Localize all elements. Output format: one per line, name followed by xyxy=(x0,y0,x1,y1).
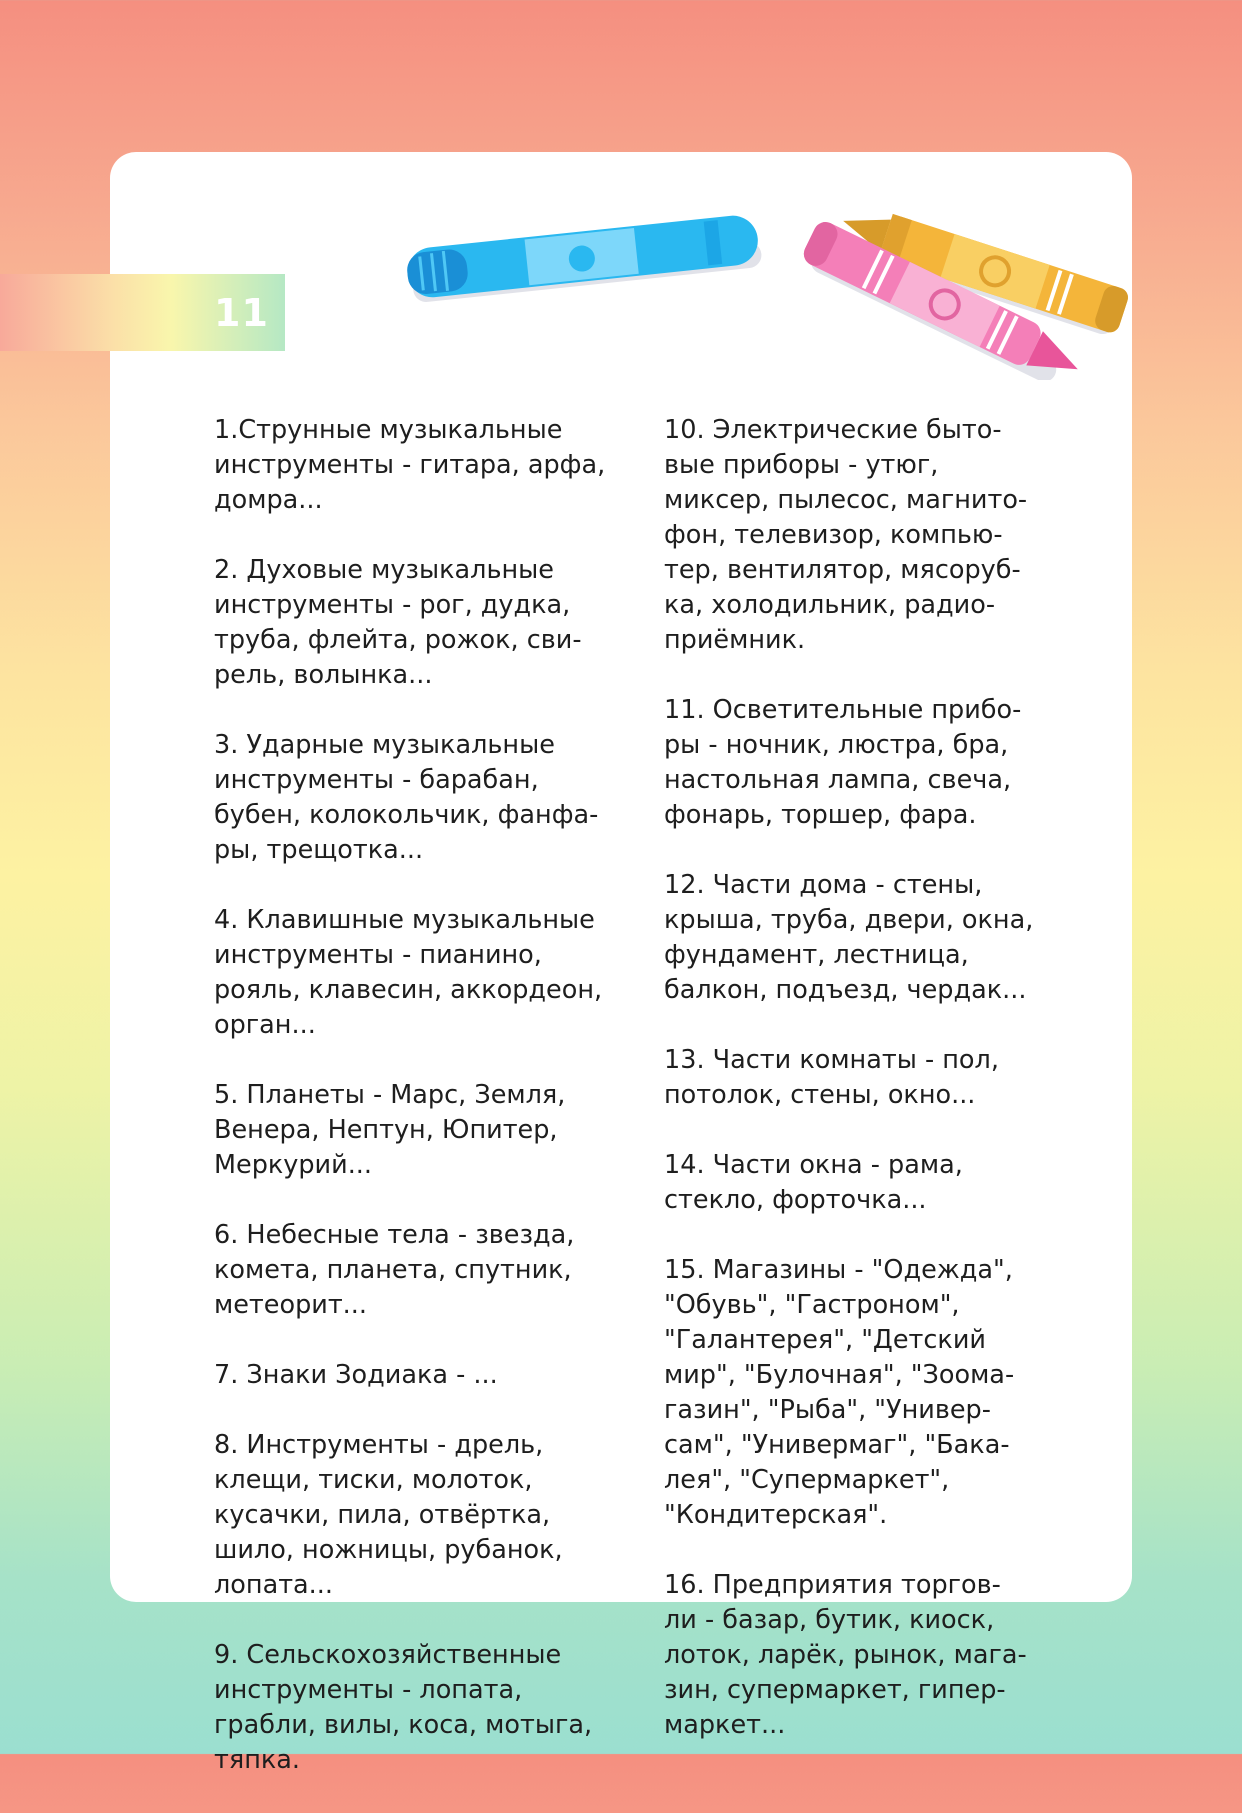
list-item-3: 3. Ударные музыкальные инструменты - барабан, бубен, колокольчик, фанфа- ры, трещотка... xyxy=(214,730,599,865)
blue-crayon-icon xyxy=(405,213,763,304)
crayons-illustration xyxy=(390,190,1190,380)
list-item-9: 9. Сельскохозяйственные инструменты - лопата, грабли, вилы, коса, мотыга, тяпка. xyxy=(214,1640,593,1775)
list-item-2: 2. Духовые музыкальные инструменты - рог, дудка, труба, флейта, рожок, сви- рель, волынка... xyxy=(214,555,582,690)
list-item-10: 10. Электрические быто- вые приборы - утюг, миксер, пылесос, магнито- фон, телевизор, компью- тер, вентилятор, мясоруб- ка, холодильник, радио- приёмник. xyxy=(664,415,1028,655)
list-item-1: 1.Струнные музыкальные инструменты - гитара, арфа, домра... xyxy=(214,415,606,515)
list-item-8: 8. Инструменты - дрель, клещи, тиски, молоток, кусачки, пила, отвёртка, шило, ножницы, рубанок, лопата... xyxy=(214,1430,563,1600)
list-item-15: 15. Магазины - "Одежда", "Обувь", "Гастроном", "Галантерея", "Детский мир", "Булочная", "Зоома- газин", "Рыба", "Универ- сам", "Универмаг", "Бака- лея", "Супермаркет", "Кондитерская". xyxy=(664,1255,1015,1530)
left-column xyxy=(214,378,634,1813)
list-item-14: 14. Части окна - рама, стекло, форточка... xyxy=(664,1150,963,1215)
right-column xyxy=(664,378,1084,1778)
list-item-11: 11. Осветительные прибо- ры - ночник, люстра, бра, настольная лампа, свеча, фонарь, торшер, фара. xyxy=(664,695,1022,830)
list-item-4: 4. Клавишные музыкальные инструменты - пианино, рояль, клавесин, аккордеон, орган... xyxy=(214,905,603,1040)
list-item-5: 5. Планеты - Марс, Земля, Венера, Нептун, Юпитер, Меркурий... xyxy=(214,1080,566,1180)
list-item-16: 16. Предприятия торгов- ли - базар, бутик, киоск, лоток, ларёк, рынок, мага- зин, супермаркет, гипер- маркет... xyxy=(664,1570,1027,1740)
page-number: 11 xyxy=(214,291,269,335)
list-item-12: 12. Части дома - стены, крыша, труба, двери, окна, фундамент, лестница, балкон, подъезд, чердак... xyxy=(664,870,1034,1005)
list-item-13: 13. Части комнаты - пол, потолок, стены, окно... xyxy=(664,1045,999,1110)
list-item-6: 6. Небесные тела - звезда, комета, планета, спутник, метеорит... xyxy=(214,1220,575,1320)
list-item-7: 7. Знаки Зодиака - ... xyxy=(214,1360,498,1390)
